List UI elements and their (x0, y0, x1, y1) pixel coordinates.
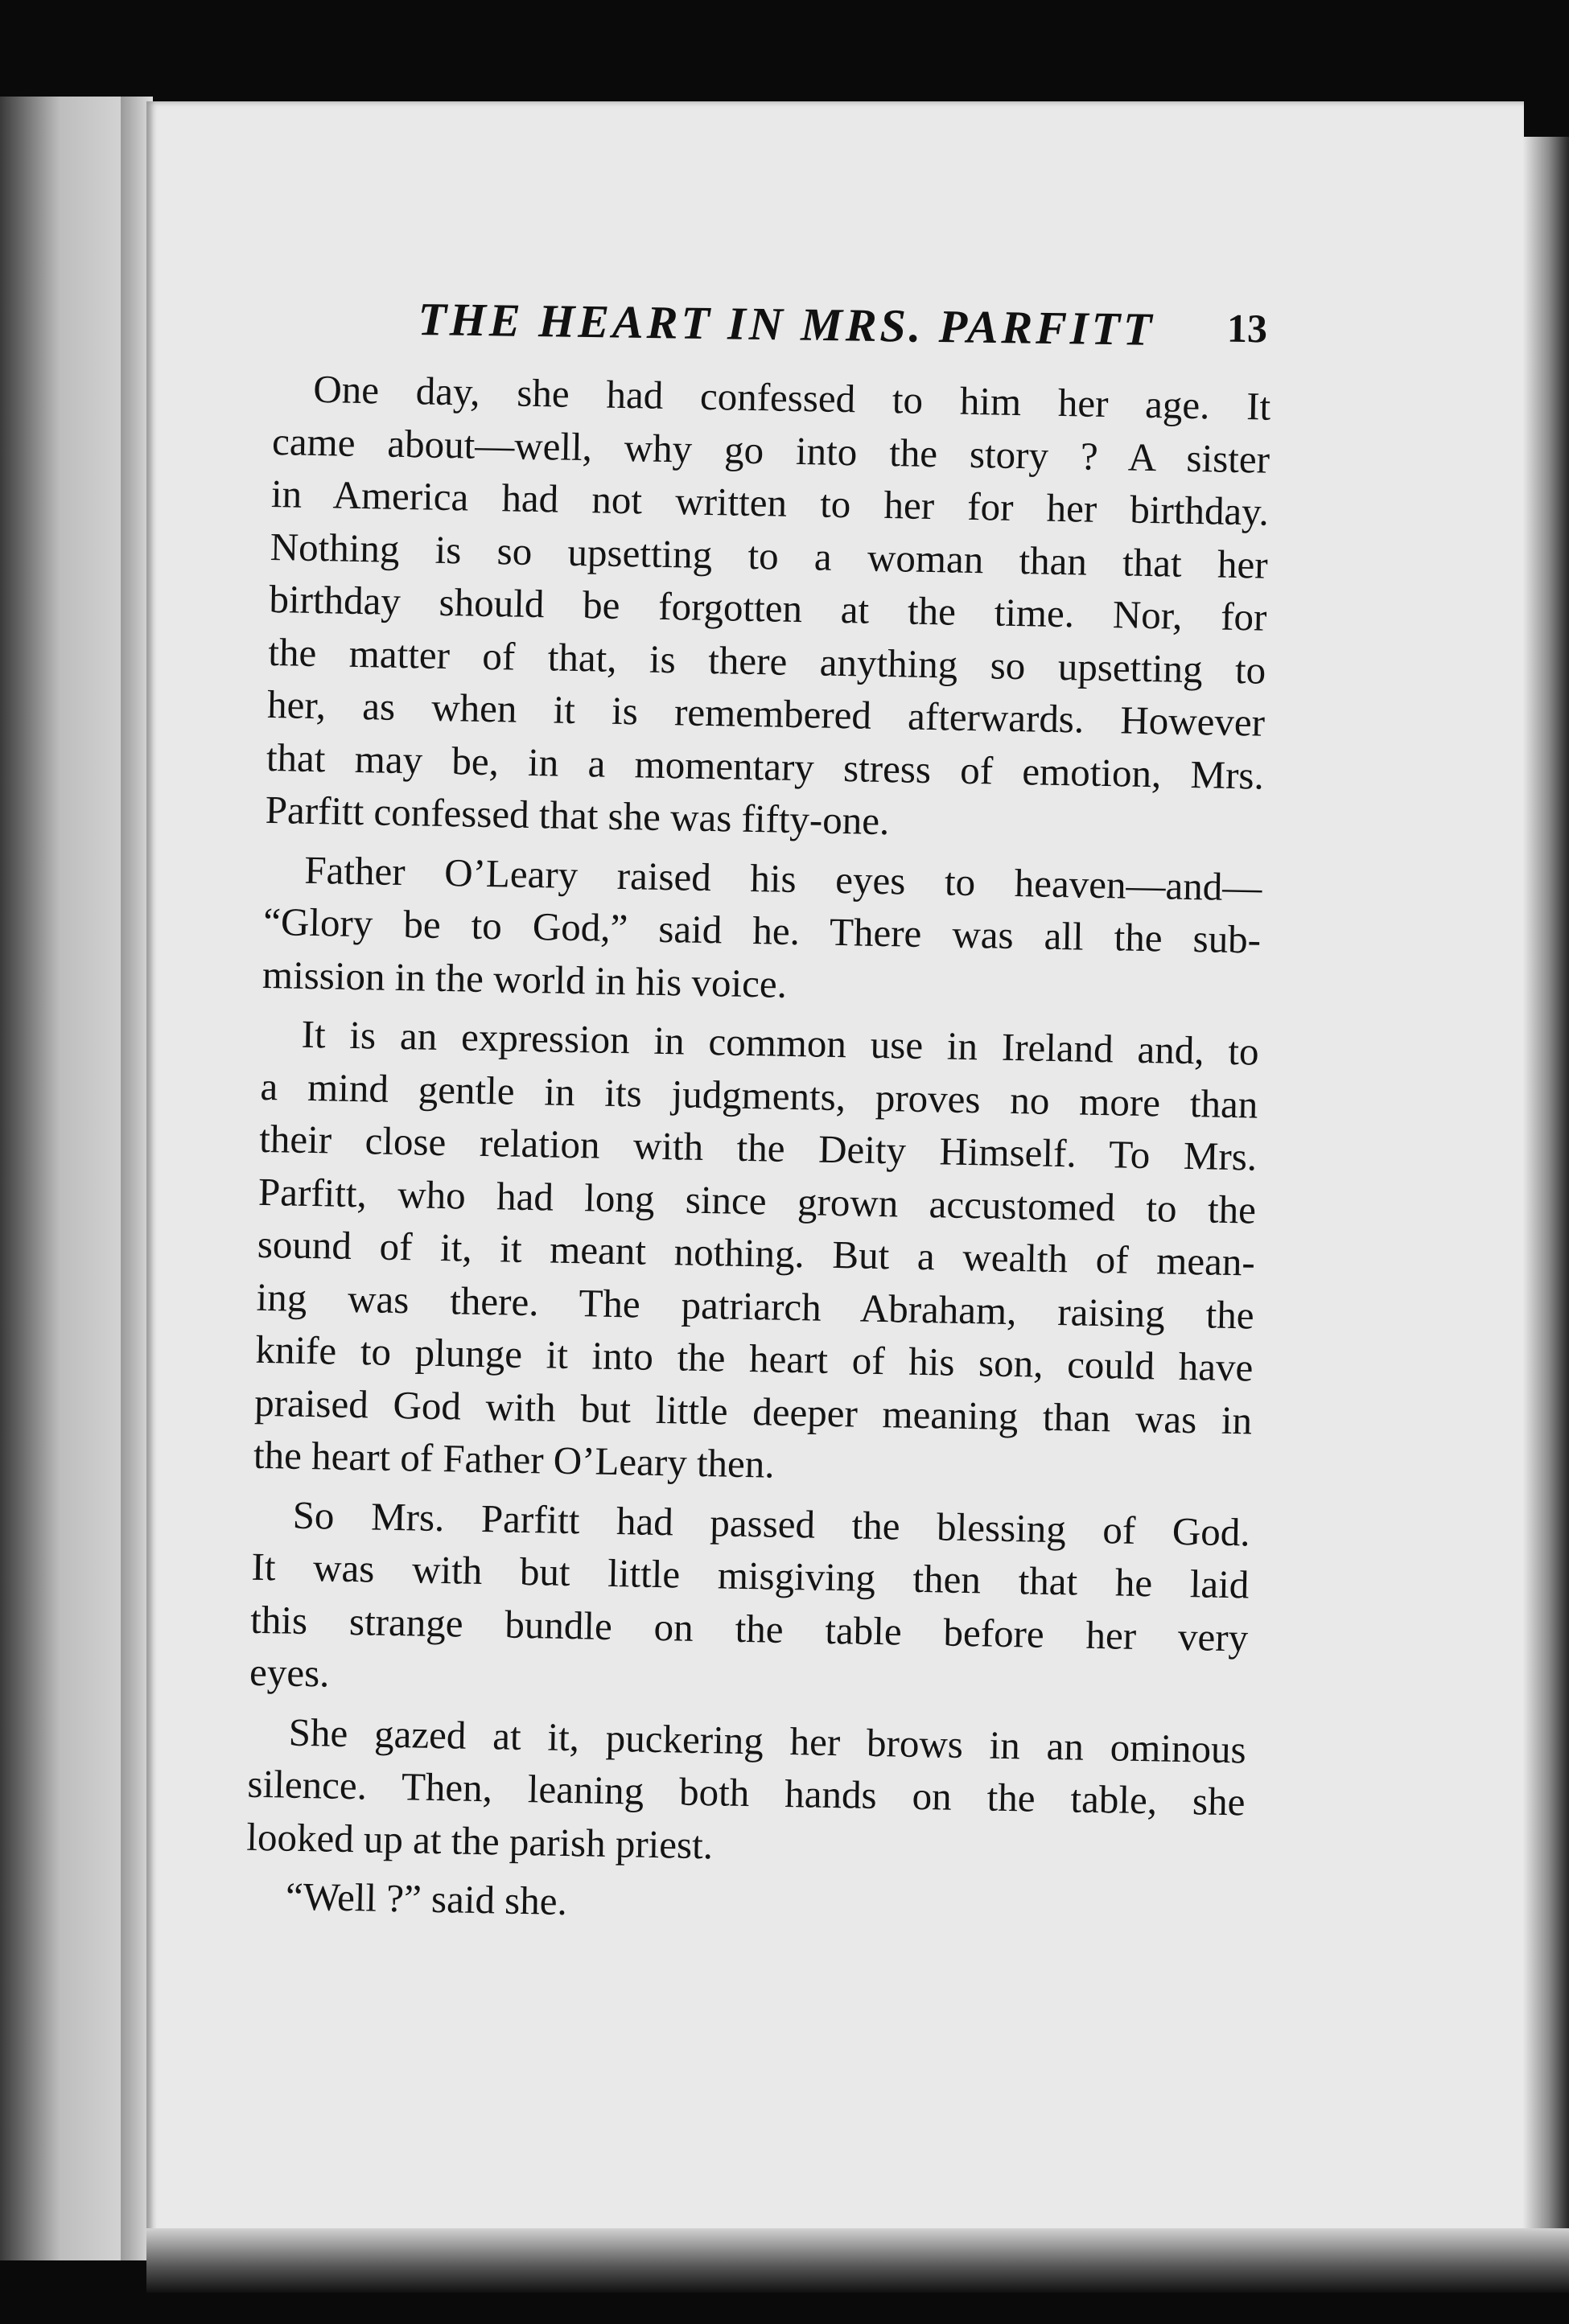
paragraph (246, 1705, 1246, 1881)
text-line: birthday should be forgotten at the time. Nor, for (269, 576, 1267, 640)
text-line: Parfitt, who had long since grown accustomed to the (257, 1169, 1257, 1232)
text-line: the matter of that, is there anything so upsetting to (267, 629, 1266, 693)
text-line: Father O’Leary raised his eyes to heaven—and— (303, 847, 1262, 910)
body-text (245, 362, 1270, 1940)
text-line: in America had not written to her for her birthday. (270, 471, 1270, 534)
text-line: her, as when it is remembered afterwards. However (266, 681, 1266, 745)
paragraph (265, 362, 1271, 854)
paragraph (249, 1487, 1251, 1717)
running-title: THE HEART IN MRS. PARFITT (418, 292, 1155, 356)
text-line: “Well ?” said she. (285, 1874, 568, 1924)
text-line: a mind gentle in its judgments, proves no more than (260, 1063, 1258, 1127)
paragraph (253, 1007, 1260, 1499)
text-line: ing was there. The patriarch Abraham, raising the (256, 1274, 1255, 1338)
paragraph (262, 842, 1262, 1018)
text-line: that may be, in a momentary stress of emotion, Mrs. (266, 734, 1265, 798)
text-line: came about—well, why go into the story ? A sister (271, 418, 1270, 482)
text-line: It is an expression in common use in Ireland and, to (301, 1011, 1260, 1074)
text-line: silence. Then, leaning both hands on the table, she (247, 1761, 1246, 1824)
text-line: their close relation with the Deity Himself. To Mrs. (258, 1116, 1258, 1179)
text-line: mission in the world in his voice. (262, 952, 788, 1006)
text-line: sound of it, it meant nothing. But a wealth of mean- (257, 1221, 1256, 1285)
text-line: So Mrs. Parfitt had passed the blessing of God. (292, 1492, 1251, 1554)
page-edge-bottom (146, 2228, 1569, 2293)
text-line: “Glory be to God,” said he. There was all the sub- (262, 899, 1262, 962)
text-line: One day, she had confessed to him her age. It (312, 366, 1271, 429)
text-line: It was with but little misgiving then that he laid (251, 1544, 1250, 1607)
text-line: Nothing is so upsetting to a woman than that her (270, 524, 1269, 587)
page-header (402, 286, 1287, 366)
page-number: 13 (1226, 305, 1268, 352)
text-line: praised God with but little deeper meaning than was in (253, 1380, 1253, 1443)
text-line: eyes. (249, 1649, 330, 1696)
text-line: the heart of Father O’Leary then. (253, 1432, 776, 1487)
text-line: this strange bundle on the table before her very (249, 1597, 1249, 1660)
text-line: looked up at the parish priest. (245, 1814, 714, 1867)
text-line: knife to plunge it into the heart of his son, could have (255, 1327, 1254, 1390)
text-line: Parfitt confessed that she was fifty-one. (265, 787, 890, 844)
text-line: She gazed at it, puckering her brows in an ominous (288, 1709, 1247, 1771)
page-edge-right (1524, 137, 1569, 2260)
